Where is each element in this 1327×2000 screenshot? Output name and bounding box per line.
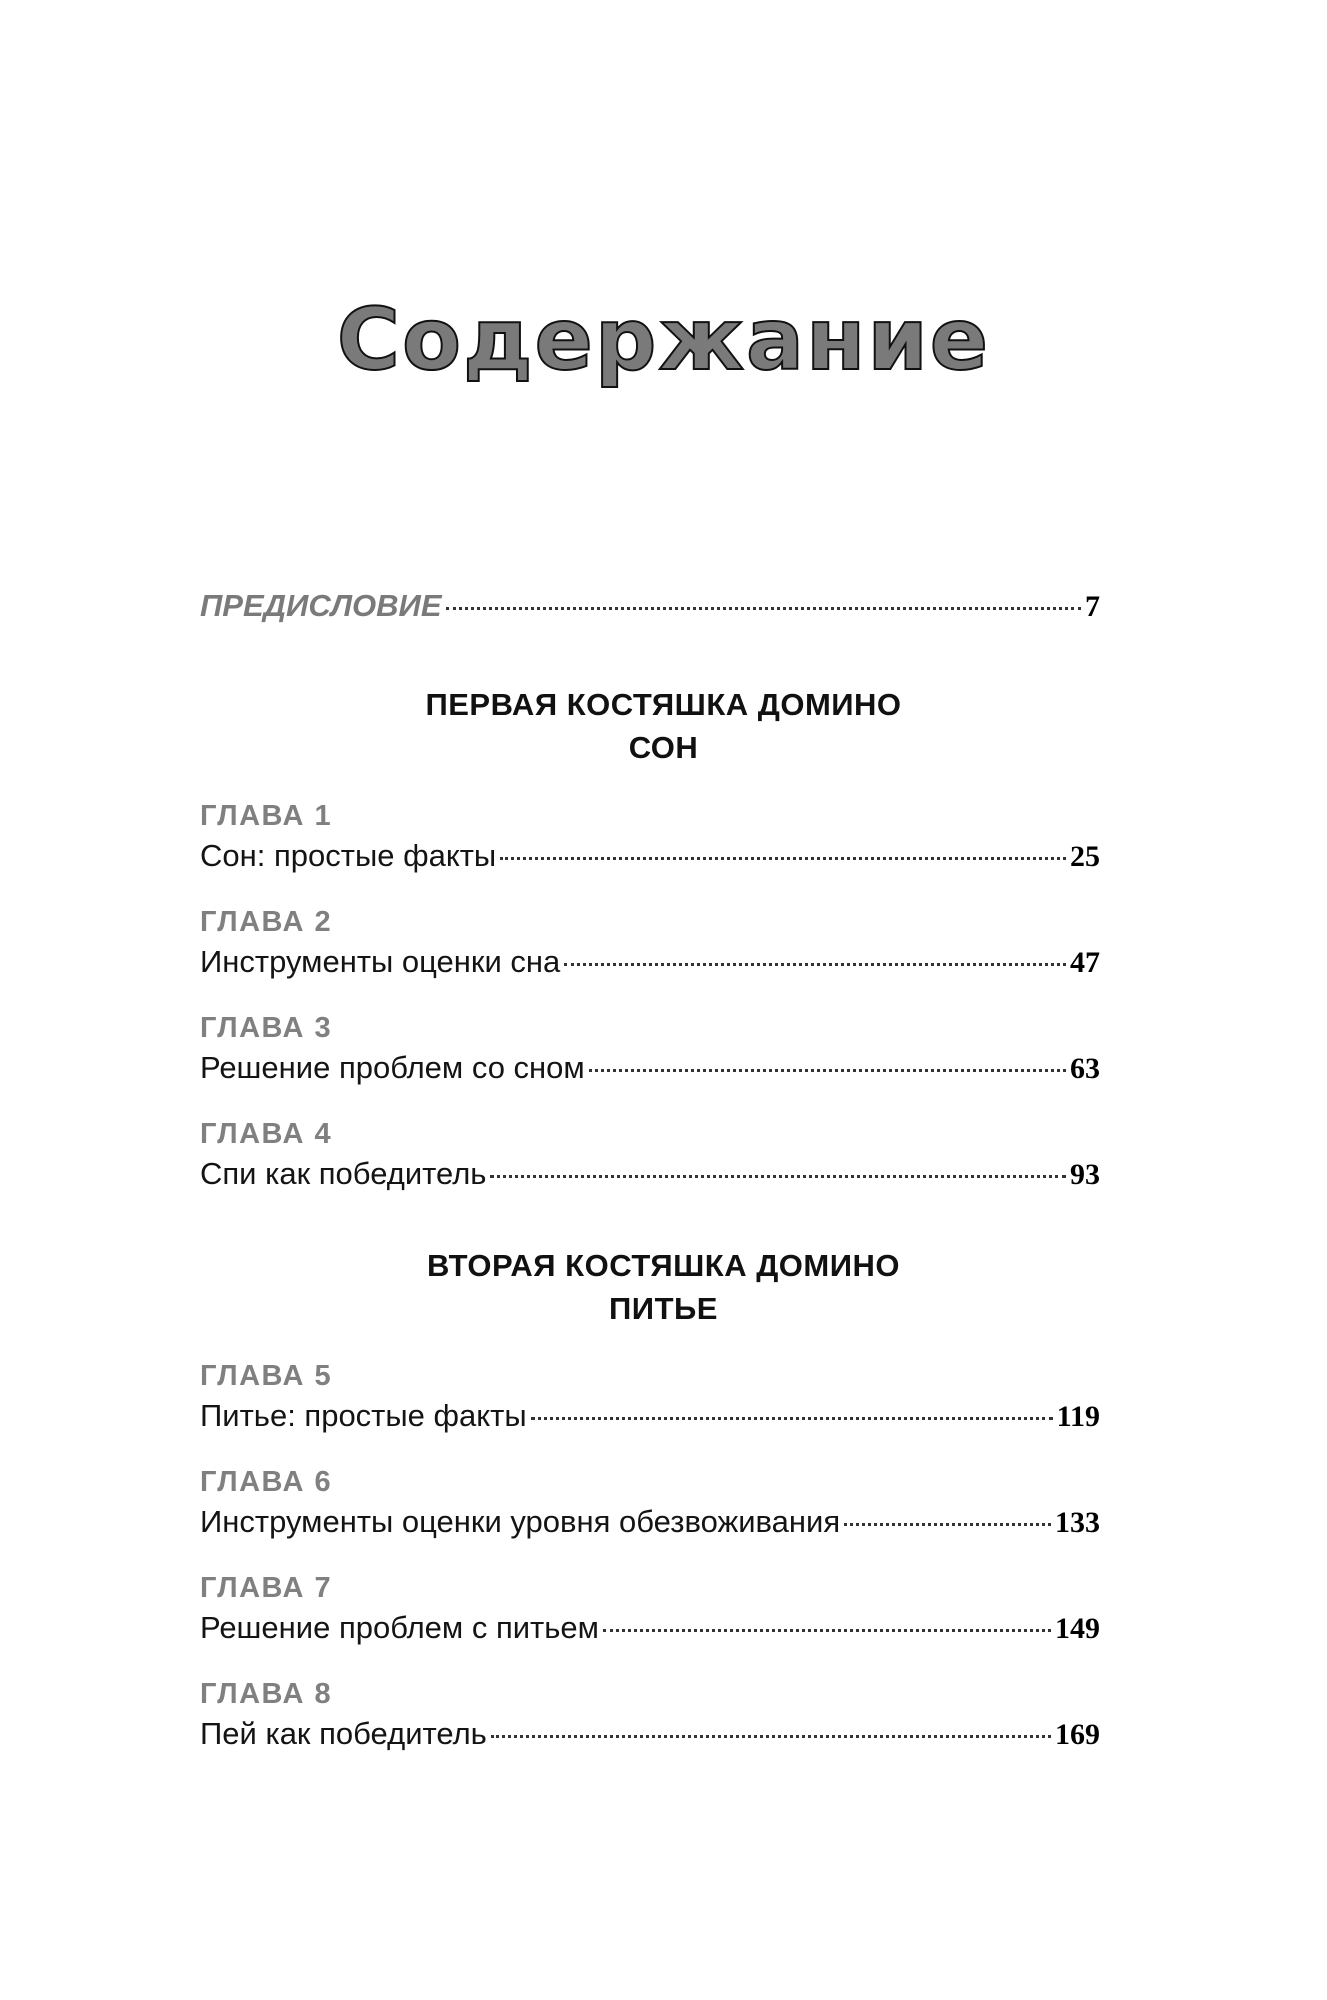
page-title: Содержание: [336, 290, 991, 390]
chapter-number: ГЛАВА 7: [200, 1572, 333, 1604]
chapter-number: ГЛАВА 3: [200, 1012, 333, 1044]
toc-page-number: 47: [1070, 946, 1100, 979]
toc-entry-chapter-3[interactable]: [200, 1050, 1100, 1086]
part-heading: ПЕРВАЯ КОСТЯШКА ДОМИНО: [425, 687, 902, 722]
dot-leader: [844, 1523, 1051, 1526]
chapter-number: ГЛАВА 5: [200, 1360, 333, 1392]
toc-entry-label: Инструменты оценки уровня обезвоживания: [200, 1504, 841, 1539]
toc-entry-label: Питье: простые факты: [200, 1398, 527, 1433]
toc-entry-label: Пей как победитель: [200, 1716, 487, 1751]
dot-leader: [491, 1735, 1051, 1738]
toc-entry-chapter-6[interactable]: [200, 1504, 1100, 1540]
toc-entry-label: Сон: простые факты: [200, 838, 497, 873]
toc-page-number: 149: [1055, 1612, 1100, 1645]
chapter-number: ГЛАВА 1: [200, 800, 333, 832]
chapter-number: ГЛАВА 2: [200, 906, 333, 938]
toc-entry-chapter-1[interactable]: [200, 838, 1100, 874]
dot-leader: [564, 963, 1066, 966]
part-heading: ВТОРАЯ КОСТЯШКА ДОМИНО: [426, 1248, 901, 1283]
toc-entry-label: Спи как победитель: [200, 1156, 487, 1191]
toc-page-number: 119: [1056, 1400, 1100, 1433]
toc-entry-chapter-7[interactable]: [200, 1610, 1100, 1646]
toc-entry-chapter-8[interactable]: [200, 1716, 1100, 1752]
toc-entry-chapter-5[interactable]: [200, 1398, 1100, 1434]
chapter-number: ГЛАВА 8: [200, 1678, 333, 1710]
part-subheading: ПИТЬЕ: [609, 1291, 718, 1326]
dot-leader: [603, 1629, 1051, 1632]
dot-leader: [500, 857, 1066, 860]
toc-entry-preface[interactable]: [200, 588, 1100, 624]
toc-entry-chapter-2[interactable]: [200, 944, 1100, 980]
chapter-number: ГЛАВА 6: [200, 1466, 333, 1498]
dot-leader: [589, 1069, 1066, 1072]
part-subheading: СОН: [628, 730, 699, 765]
toc-entry-label: Решение проблем со сном: [200, 1050, 585, 1085]
toc-page-number: 133: [1055, 1506, 1100, 1539]
toc-entry-label: Решение проблем с питьем: [200, 1610, 599, 1645]
dot-leader: [490, 1175, 1066, 1178]
toc-page-number: 25: [1070, 840, 1100, 873]
toc-entry-label: Инструменты оценки сна: [200, 944, 561, 979]
toc-entry-label: ПРЕДИСЛОВИЕ: [200, 588, 442, 623]
dot-leader: [446, 607, 1082, 610]
toc-page-number: 63: [1070, 1052, 1100, 1085]
chapter-number: ГЛАВА 4: [200, 1118, 333, 1150]
dot-leader: [531, 1417, 1053, 1420]
toc-page-number: 7: [1085, 590, 1100, 623]
toc-page-number: 93: [1070, 1158, 1100, 1191]
toc-page-number: 169: [1055, 1718, 1100, 1751]
toc-entry-chapter-4[interactable]: [200, 1156, 1100, 1192]
